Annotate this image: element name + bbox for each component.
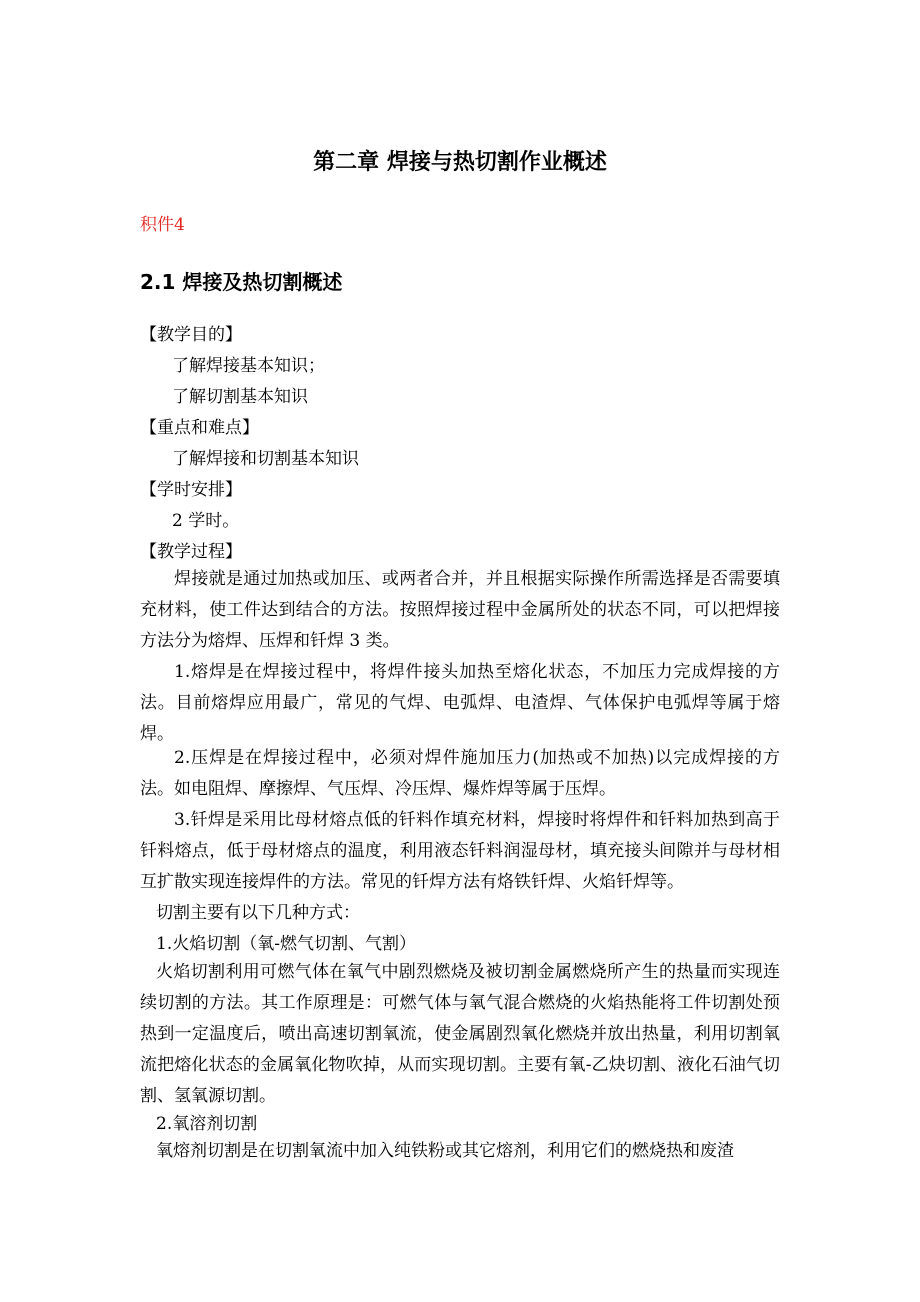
flux-cutting-heading: 2.氧溶剂切割 — [156, 1114, 258, 1134]
note-label: 积件4 — [140, 215, 185, 235]
aim-item-2: 了解切割基本知识 — [172, 387, 308, 407]
flux-cutting-text: 氧熔剂切割是在切割氧流中加入纯铁粉或其它熔剂，利用它们的燃烧热和废渣 — [156, 1141, 734, 1161]
paragraph-fusion-welding: 1.熔焊是在焊接过程中，将焊件接头加热至熔化状态，不加压力完成焊接的方法。目前熔焊应用最广，常见的气焊、电弧焊、电渣焊、气体保护电弧焊等属于熔焊。 — [140, 662, 780, 744]
flame-cutting-heading: 1.火焰切割（氧-燃气切割、气割） — [156, 934, 416, 954]
hours-header: 【学时安排】 — [140, 480, 242, 500]
chapter-title: 第二章 焊接与热切割作业概述 — [313, 150, 607, 175]
aim-item-1: 了解焊接基本知识； — [172, 356, 325, 376]
flame-cutting-text: 火焰切割利用可燃气体在氧气中剧烈燃烧及被切割金属燃烧所产生的热量而实现连续切割的方法。其工作原理是：可燃气体与氧气混合燃烧的火焰热能将工件切割处预热到一定温度后，喷出高速切割氧流，使金属剧烈氧化燃烧并放出热量，利用切割氧流把熔化状态的金属氧化物吹掉，从而实现切割。主要有氧-乙炔切割、液化石油气切割、氢氧源切割。 — [140, 962, 780, 1106]
process-header: 【教学过程】 — [140, 542, 242, 562]
cutting-intro: 切割主要有以下几种方式： — [156, 903, 360, 923]
section-heading: 2.1 焊接及热切割概述 — [140, 270, 343, 294]
paragraph-brazing: 3.钎焊是采用比母材熔点低的钎料作填充材料，焊接时将焊件和钎料加热到高于钎料熔点，低于母材熔点的温度，利用液态钎料润湿母材，填充接头间隙并与母材相互扩散实现连接焊件的方法。常见的钎焊方法有烙铁钎焊、火焰钎焊等。 — [140, 810, 780, 892]
aim-header: 【教学目的】 — [140, 325, 242, 345]
key-item: 了解焊接和切割基本知识 — [172, 449, 359, 469]
hours-item: 2 学时。 — [172, 511, 240, 531]
paragraph-pressure-welding: 2.压焊是在焊接过程中，必须对焊件施加压力(加热或不加热)以完成焊接的方法。如电阻焊、摩擦焊、气压焊、冷压焊、爆炸焊等属于压焊。 — [140, 748, 780, 799]
key-header: 【重点和难点】 — [140, 418, 259, 438]
paragraph-welding-intro: 焊接就是通过加热或加压、或两者合并，并且根据实际操作所需选择是否需要填充材料，使工件达到结合的方法。按照焊接过程中金属所处的状态不同，可以把焊接方法分为熔焊、压焊和钎焊 3 类。 — [140, 569, 780, 651]
